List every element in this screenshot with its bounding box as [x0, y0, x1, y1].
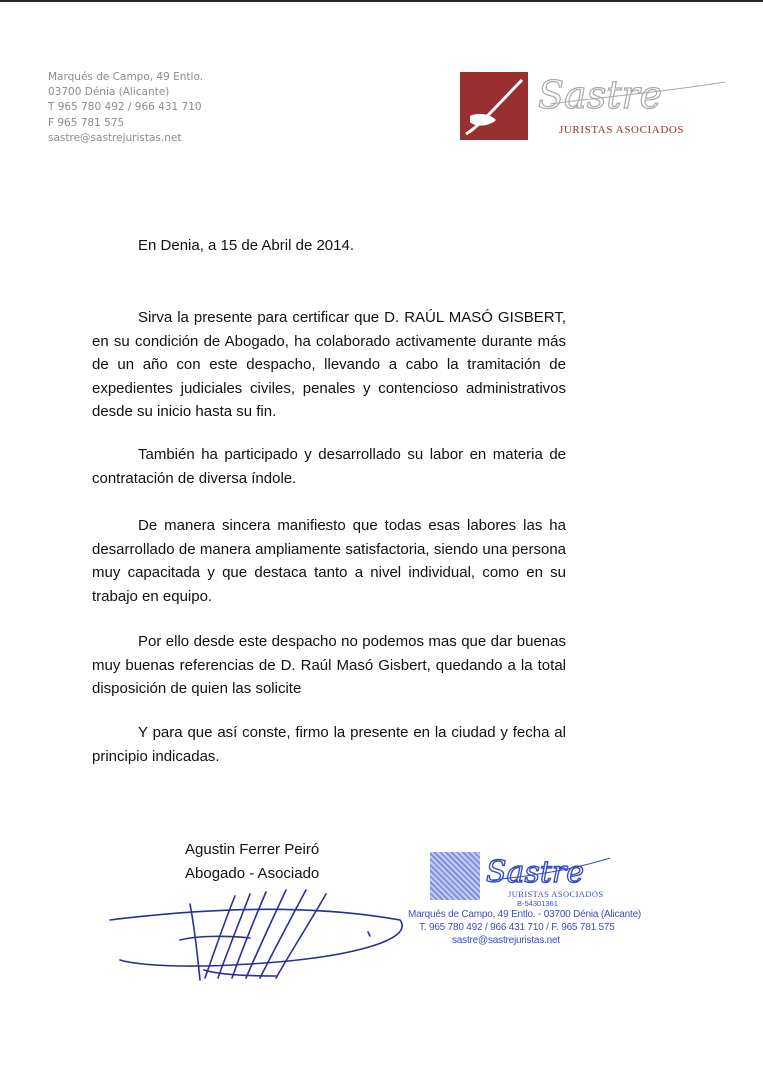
stamp-logo-mark-icon [430, 852, 480, 900]
paragraph-text: De manera sincera manifiesto que todas esas labores las ha desarrollado de manera ampliamente satisfactoria, siendo una persona muy capacitada y que destaca tanto a nivel individual, como en su trabajo en equipo. [92, 517, 566, 605]
signer-name: Agustin Ferrer Peiró [185, 841, 320, 858]
stamp-brand-script [482, 848, 612, 890]
stamp-email: sastre@sastrejuristas.net [452, 935, 560, 946]
letterhead-address [48, 70, 203, 146]
letter-paragraph [92, 443, 566, 490]
letter-paragraph [92, 514, 566, 608]
stamp-phones: T. 965 780 492 / 966 431 710 / F. 965 781 575 [419, 922, 615, 933]
handwritten-signature [100, 880, 410, 990]
letter-paragraph [92, 721, 566, 768]
date-line [92, 234, 566, 258]
paragraph-text: Por ello desde este despacho no podemos mas que dar buenas muy buenas referencias de D. Raúl Masó Gisbert, quedando a la total disposición de quien las solicite [92, 633, 566, 698]
signer-block [185, 838, 319, 885]
stamp-brand-name: Sastre [486, 855, 584, 890]
brand-script-logo [530, 64, 730, 124]
stamp-subtitle: JURISTAS ASOCIADOS [508, 889, 604, 899]
logo-square [460, 72, 528, 140]
stamp-cif: B-54301361 [517, 899, 558, 908]
letter-paragraph [92, 630, 566, 701]
logo-mark-icon [460, 72, 528, 140]
brand-subtitle: JURISTAS ASOCIADOS [559, 124, 685, 136]
paragraph-text: También ha participado y desarrollado su labor en materia de contratación de diversa índole. [92, 446, 566, 487]
date-text: En Denia, a 15 de Abril de 2014. [138, 237, 354, 254]
paragraph-text: Y para que así conste, firmo la presente en la ciudad y fecha al principio indicadas. [92, 724, 566, 765]
address-line: F 965 781 575 [48, 116, 125, 129]
company-stamp [400, 848, 640, 958]
letter-paragraph [92, 306, 566, 424]
signer-title: Abogado - Asociado [185, 864, 320, 882]
sastre-logo [460, 72, 730, 142]
paragraph-text: Sirva la presente para certificar que D. RAÚL MASÓ GISBERT, en su condición de Abogado, ha colaborado activamente durante más de un año con este despacho, llevando a cabo la tramitación de expedientes judiciales civiles, penales y contencioso administrativos desde su inicio hasta su fin. [92, 309, 566, 421]
address-email: sastre@sastrejuristas.net [48, 131, 182, 144]
stamp-address: Marqués de Campo, 49 Entlo. - 03700 Dénia (Alicante) [408, 909, 642, 920]
brand-name: Sastre [538, 73, 663, 117]
address-line: 03700 Dénia (Alicante) [48, 86, 170, 99]
address-line: T 965 780 492 / 966 431 710 [48, 101, 202, 114]
top-rule [0, 0, 763, 2]
address-line: Marqués de Campo, 49 Entlo. [48, 71, 204, 83]
